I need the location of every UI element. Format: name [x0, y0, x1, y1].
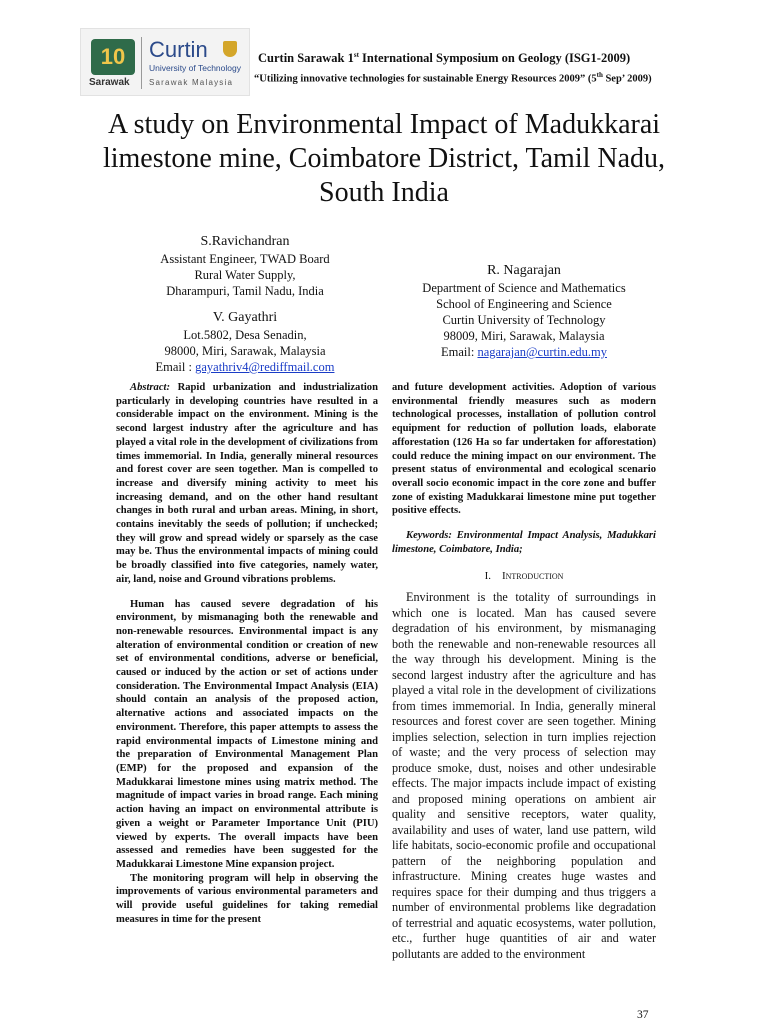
- right-column: [392, 381, 656, 962]
- paper-title: A study on Environmental Impact of Madukkarai limestone mine, Coimbatore District, Tamil Nadu, South India: [102, 109, 666, 208]
- author-university: Curtin University of Technology: [442, 313, 606, 327]
- abstract-paragraph: Abstract: Rapid urbanization and industrialization particularly in developing countries have resulted in a considerable impact on the environment. Mining is the second largest industry after the agriculture and has played a vital role in the development of civilizations from times immemorial. In India, generally mineral resources and forest cover are seen together. Man is compelled to increase and diversify mining activity to meet his increasing demand, and on the other hand resultant changes in both rural and urban areas. Mining, in short, contains inevitably the seeds of pollution; if unchecked; they will grow and spread widely or sparsely as the case may be. Thus the environmental impacts of mining could be broadly classified into five categories, namely water, air, land, noise and Ground vibrations problems.: [116, 382, 378, 585]
- keywords-paragraph: Keywords: Environmental Impact Analysis, Madukkari limestone, Coimbatore, India;: [392, 530, 656, 555]
- author-department: Department of Science and Mathematics: [422, 281, 626, 295]
- left-column: [116, 381, 378, 926]
- abstract-paragraph-2: Human has caused severe degradation of his environment, by mismanaging both the renewable and non-renewable resources. Environmental impact is any alteration of environmental condition or creation of new set of environmental conditions, adverse or beneficial, caused or induced by the action or set of actions under consideration. The Environmental Impact Analysis (EIA) should contain an analysis of the proposed action, alternative actions and associated impacts on the environment. Therefore, this paper attempts to assess the rapid environmental impacts of Limestone mining and the preparation of Environmental Management Plan (EMP) for the proposed and expansion of the Madukkarai limestone mines using matrix method. The magnitude of impact varies in broad range. Each mining action having an impact on environmental attribute is given a weight or Parameter Importance Unit (PIU) viewed by experts. The overall impacts have been assessed and remedies have been suggested for the Madukkarai Limestone Mine expansion project.: [116, 598, 378, 870]
- logo-university-text: University of Technology: [149, 63, 241, 73]
- author-address-2b: 98000, Miri, Sarawak, Malaysia: [164, 344, 326, 358]
- page-number: 37: [637, 1009, 649, 1021]
- abstract-label: Abstract:: [130, 382, 171, 393]
- keywords-label: Keywords:: [406, 530, 452, 542]
- author-name-1: S.Ravichandran: [200, 234, 290, 249]
- author-role-1: Assistant Engineer, TWAD Board: [160, 252, 330, 266]
- email-link-nagarajan[interactable]: nagarajan@curtin.edu.my: [477, 345, 607, 359]
- logo-divider: [141, 37, 142, 89]
- author-email-row-left: Email : gayathriv4@rediffmail.com: [155, 360, 335, 374]
- author-school: School of Engineering and Science: [436, 297, 612, 311]
- logo-sarawak-text: Sarawak: [89, 77, 130, 88]
- shield-icon: [223, 41, 237, 57]
- curtin-sarawak-logo: [80, 28, 250, 96]
- author-address-3: 98009, Miri, Sarawak, Malaysia: [443, 329, 605, 343]
- abstract-continuation: and future development activities. Adoption of various environmental friendly measures such as modern technological processes, installation of pollution control equipment for reduction of pollution loads, elaborate afforestation (126 Ha so far undertaken for afforestation) could reduce the mining impact on our environment. The present status of environmental and ecological scenario overall socio economic impact in the core zone and buffer zone of existing Madukkarai limestone mine put together positive effects.: [392, 382, 656, 517]
- author-block-left: [100, 233, 390, 375]
- author-address-1b: Dharampuri, Tamil Nadu, India: [166, 284, 324, 298]
- logo-location-text: Sarawak Malaysia: [149, 78, 234, 87]
- abstract-paragraph-3: The monitoring program will help in observing the improvements of various environmental parameters and will provide useful guidelines for taking remedial measures in time for the present: [116, 872, 378, 925]
- tenth-anniversary-emblem: 10: [91, 39, 135, 75]
- logo-curtin-text: Curtin: [149, 37, 208, 62]
- email-link-gayathri[interactable]: gayathriv4@rediffmail.com: [195, 360, 335, 374]
- author-block-right: [384, 262, 664, 360]
- symposium-header: Curtin Sarawak 1st International Symposium on Geology (ISG1-2009): [258, 51, 631, 66]
- author-name-3: R. Nagarajan: [487, 263, 561, 278]
- introduction-paragraph: Environment is the totality of surroundings in which one is located. Man has caused severe degradation of his environment, by mismanaging both the renewable and non-renewable resources all the way through his development. Mining is the second largest industry after the agriculture and has played a vital role in the development of civilizations from times immemorial. In India, generally mineral resources and forest cover are seen together. Mining implies selection, selection in turn implies rejection of waste; and the very process of selection may produce smoke, dust, noises and other undesirable effects. The major impacts include impact of existing and proposed mining operations on ambient air quality and sensitive receptors, water quality, availability and uses of water, land use pattern, wild life habitats, socio-economic profile and occupational pattern of the neighboring population and infrastructure. Mining creates huge wastes and requires space for their dumping and thus triggers a number of environmental problems like degradation of terrestrial and aquatic ecosystems, water pollution, etc., further huge quantities of air and water pollutants are added to the environment: [392, 590, 656, 961]
- section-heading-introduction: I. Introduction: [484, 570, 564, 583]
- author-address-1a: Rural Water Supply,: [194, 268, 296, 282]
- symposium-subheader: “Utilizing innovative technologies for sustainable Energy Resources 2009” (5th Sep’ 2009): [254, 71, 652, 85]
- author-name-2: V. Gayathri: [212, 310, 278, 325]
- author-email-row-right: Email: nagarajan@curtin.edu.my: [441, 345, 607, 359]
- author-address-2a: Lot.5802, Desa Senadin,: [183, 328, 307, 342]
